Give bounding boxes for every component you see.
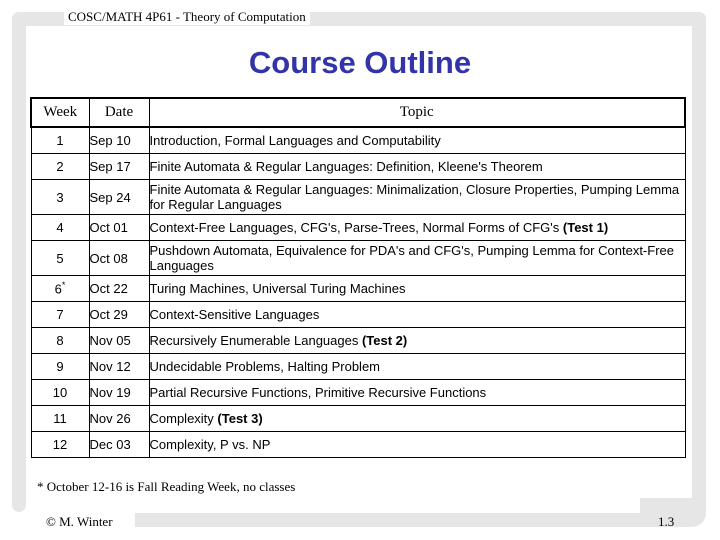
slide-frame-bottom [135,513,640,527]
week-cell: 12 [31,432,89,458]
slide-frame-left [12,12,26,512]
table-row [31,127,685,154]
date-cell: Oct 22 [89,276,149,302]
week-cell: 4 [31,215,89,241]
topic-cell: Undecidable Problems, Halting Problem [149,354,685,380]
table-row [31,241,685,276]
table-row [31,432,685,458]
date-cell: Sep 10 [89,127,149,154]
date-cell: Sep 17 [89,154,149,180]
table-row [31,406,685,432]
week-cell: 7 [31,302,89,328]
table-body [31,127,685,458]
slide-frame-right [692,12,706,512]
week-cell: 10 [31,380,89,406]
date-cell: Dec 03 [89,432,149,458]
topic-cell: Complexity (Test 3) [149,406,685,432]
topic-cell: Finite Automata & Regular Languages: Definition, Kleene's Theorem [149,154,685,180]
date-cell: Nov 26 [89,406,149,432]
table-row [31,354,685,380]
topic-cell: Pushdown Automata, Equivalence for PDA's and CFG's, Pumping Lemma for Context-Free Languages [149,241,685,276]
week-cell: 6* [31,276,89,302]
topic-cell: Finite Automata & Regular Languages: Minimalization, Closure Properties, Pumping Lemma for Regular Languages [149,180,685,215]
topic-column-header: Topic [149,98,685,127]
date-cell: Nov 05 [89,328,149,354]
page-number: 1.3 [658,514,675,529]
week-cell: 9 [31,354,89,380]
test-label: (Test 2) [361,333,408,348]
week-cell: 1 [31,127,89,154]
table-row [31,154,685,180]
table-header-row [31,98,685,127]
date-column-header: Date [89,98,149,127]
table-row [31,215,685,241]
week-cell: 8 [31,328,89,354]
slide-title: Course Outline [248,45,472,80]
topic-cell: Context-Free Languages, CFG's, Parse-Trees, Normal Forms of CFG's (Test 1) [149,215,685,241]
topic-cell: Recursively Enumerable Languages (Test 2) [149,328,685,354]
table-row [31,276,685,302]
week-cell: 11 [31,406,89,432]
topic-cell: Introduction, Formal Languages and Computability [149,127,685,154]
table-row [31,302,685,328]
course-header: COSC/MATH 4P61 - Theory of Computation [64,9,310,25]
date-cell: Sep 24 [89,180,149,215]
test-label: (Test 3) [217,411,263,426]
date-cell: Oct 08 [89,241,149,276]
topic-cell: Turing Machines, Universal Turing Machines [149,276,685,302]
week-column-header: Week [31,98,89,127]
table-row [31,328,685,354]
table-row [31,180,685,215]
footnote-marker: * [61,280,66,291]
topic-cell: Partial Recursive Functions, Primitive Recursive Functions [149,380,685,406]
date-cell: Nov 12 [89,354,149,380]
date-cell: Oct 01 [89,215,149,241]
week-cell: 3 [31,180,89,215]
reading-week-footnote: * October 12-16 is Fall Reading Week, no classes [37,479,296,494]
copyright-footer: © M. Winter [46,514,113,529]
week-cell: 5 [31,241,89,276]
date-cell: Oct 29 [89,302,149,328]
date-cell: Nov 19 [89,380,149,406]
test-label: (Test 1) [562,220,609,235]
table-row [31,380,685,406]
topic-cell: Complexity, P vs. NP [149,432,685,458]
topic-cell: Context-Sensitive Languages [149,302,685,328]
course-outline-table [30,97,686,458]
week-cell: 2 [31,154,89,180]
